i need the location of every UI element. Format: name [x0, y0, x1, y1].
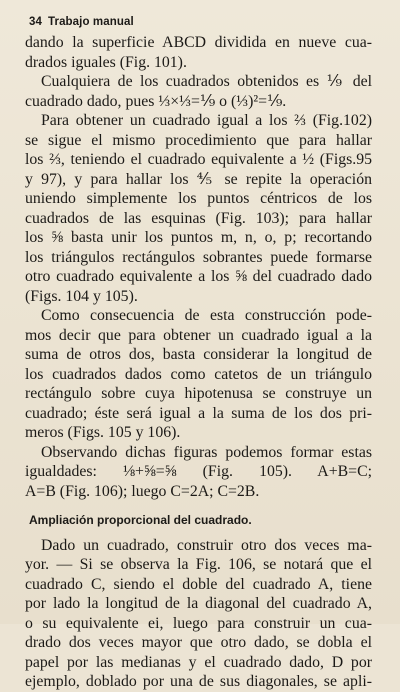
text-line: Observando dichas figuras podemos formar estas	[41, 443, 372, 461]
running-title: Trabajo manual	[48, 16, 134, 28]
text-line: Cualquiera de los cuadrados obtenidos es ⅑ del	[41, 73, 372, 90]
text-line: otro cuadrado equivalente a los ⅝ del cuadrado dado	[25, 268, 372, 285]
text-line: Dado un cuadrado, construir otro dos veces ma-	[41, 536, 372, 554]
text-line: cuadrados de las esquinas (Fig. 103); para hallar	[25, 209, 372, 227]
text-line: ejemplo, doblado por una de sus diagonales, se apli-	[25, 673, 372, 690]
text-line: drados iguales (Fig. 101).	[25, 53, 187, 71]
text-line: por lado la longitud de la diagonal del cuadrado A,	[25, 595, 372, 612]
text-line: los ⅔, teniendo el cuadrado equivalente a ½ (Figs.95	[25, 151, 372, 168]
section-heading: Ampliación proporcional del cuadrado.	[29, 513, 252, 527]
text-line: yor. — Si se observa la Fig. 106, se notará que el	[25, 556, 372, 573]
text-line: A=B (Fig. 106); luego C=2A; C=2B.	[25, 482, 260, 500]
body-text	[25, 33, 372, 692]
text-line: suma de otros dos, basta considerar la longitud de	[25, 346, 372, 363]
text-line: rectángulo sobre cuya hipotenusa se construye un	[25, 385, 372, 402]
page-number: 34	[29, 16, 42, 28]
running-head	[29, 16, 372, 28]
text-line: cuadrado dado, pues ⅓×⅓=⅑ o (⅓)²=⅑.	[25, 92, 287, 110]
text-line: mos decir que para obtener un cuadrado igual a la	[25, 326, 372, 344]
text-line: los triángulos rectángulos sobrantes puede formarse	[25, 248, 372, 266]
text-line: los ⅝ basta unir los puntos m, n, o, p; recortando	[25, 229, 372, 246]
text-line: cuadrado; éste será igual a la suma de los dos pri-	[25, 404, 372, 422]
text-line: o su equivalente ei, luego para construir un cua-	[25, 614, 372, 632]
text-line: igualdades: ⅛+⅝=⅝ (Fig. 105). A+B=C;	[25, 463, 372, 480]
text-line: Como consecuencia de esta construcción pode-	[41, 307, 372, 324]
text-line: los cuadrados dados como catetos de un triángulo	[25, 365, 372, 383]
text-line: drado dos veces mayor que otro dado, se dobla el	[25, 634, 372, 651]
text-line: meros (Figs. 105 y 106).	[25, 424, 181, 441]
text-line: cuadrado C, siendo el doble del cuadrado A, tiene	[25, 575, 372, 593]
text-line: uniendo simplemente los puntos céntricos de los	[25, 190, 372, 207]
text-line: (Figs. 104 y 105).	[25, 287, 138, 305]
text-line: se sigue el mismo procedimiento que para hallar	[25, 131, 372, 149]
text-line: y 97), y para hallar los ⅘ se repite la operación	[25, 170, 372, 188]
text-line: Para obtener un cuadrado igual a los ⅔ (Fig.102)	[41, 112, 372, 129]
text-line: papel por las medianas y el cuadrado dado, D por	[25, 653, 372, 671]
text-line: dando la superficie ABCD dividida en nueve cua-	[25, 34, 372, 51]
